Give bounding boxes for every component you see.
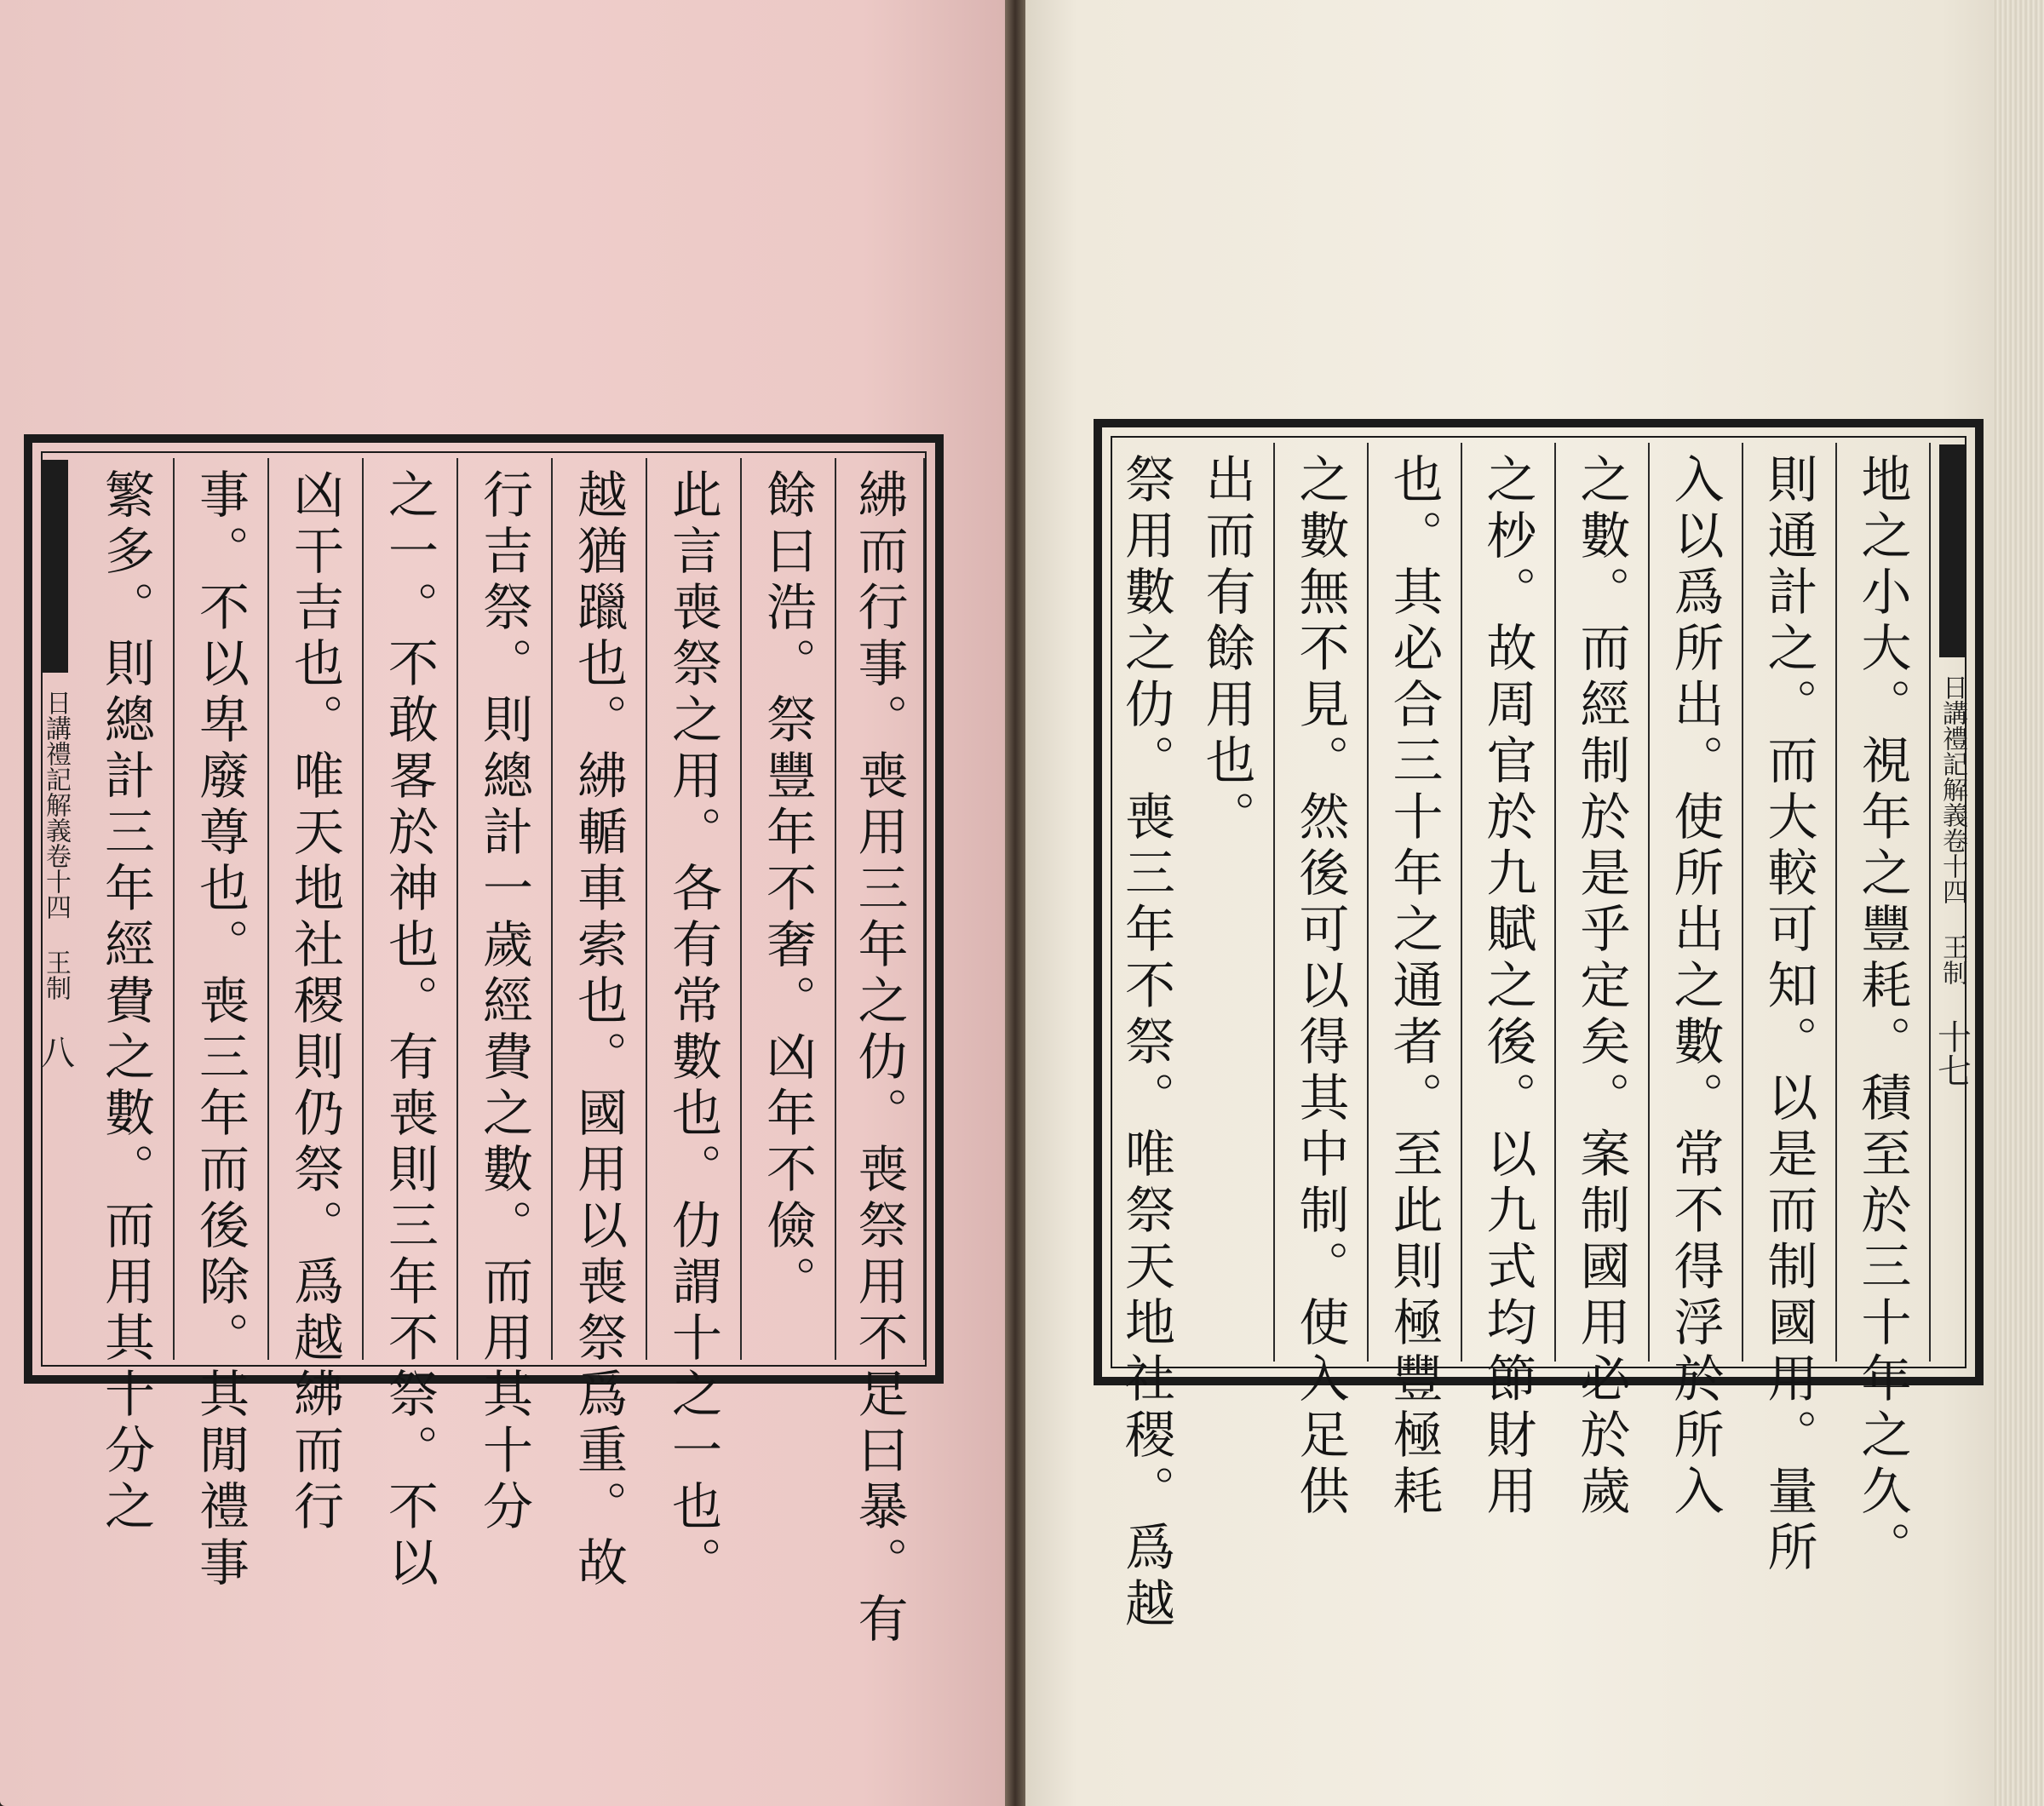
right-column-8 <box>1180 443 1275 1362</box>
left-column-1-text: 紼而行事。喪用三年之仂。喪祭用不足曰暴。有 <box>849 468 909 1648</box>
right-column-7 <box>1273 443 1369 1521</box>
left-column-8 <box>173 458 269 1592</box>
left-column-4-text: 越猶躐也。紼輴車索也。國用以喪祭爲重。故 <box>569 468 628 1592</box>
left-column-9-text: 繁多。則總計三年經費之數。而用其十分之 <box>96 468 155 1536</box>
book-gutter <box>1005 0 1025 1806</box>
page-edges <box>1993 0 2044 1806</box>
right-column-3-text: 入以爲所出。使所出之數。常不得浮於所入 <box>1665 453 1725 1521</box>
left-column-8-text: 事。不以卑廢尊也。喪三年而後除。其閒禮事 <box>191 468 250 1592</box>
left-margin-page-number: 八 <box>35 1035 75 1069</box>
right-column-6-text: 也。其必合三十年之通者。至此則極豐極耗 <box>1384 453 1444 1521</box>
right-column-2-text: 則通計之。而大較可知。以是而制國用。量所 <box>1759 453 1818 1577</box>
right-margin-page-number: 十七 <box>1932 1019 1972 1087</box>
right-column-3 <box>1648 443 1743 1521</box>
left-column-6 <box>362 458 458 1592</box>
left-text-block <box>24 434 944 1648</box>
left-column-2 <box>740 458 836 1360</box>
right-text-block <box>1094 419 1984 1633</box>
left-margin-title: 日講禮記解義卷十四 王制 <box>41 690 71 1000</box>
fish-tail-mark <box>43 460 68 673</box>
fish-tail-mark <box>1939 444 1965 657</box>
left-column-2-text: 餘曰浩。祭豐年不奢。凶年不儉。 <box>758 468 817 1311</box>
right-column-1 <box>1835 443 1931 1577</box>
right-column-9 <box>1111 443 1181 1633</box>
right-column-5-text: 之杪。故周官於九賦之後。以九式均節財用 <box>1478 453 1537 1521</box>
left-column-7 <box>267 458 364 1536</box>
right-column-8-text: 出而有餘用也。 <box>1197 453 1256 846</box>
left-column-5 <box>456 458 553 1536</box>
right-column-5 <box>1461 443 1556 1521</box>
left-column-1 <box>835 458 925 1648</box>
right-column-6 <box>1367 443 1462 1521</box>
right-column-7-text: 之數無不見。然後可以得其中制。使入足供 <box>1290 453 1350 1521</box>
left-column-7-text: 凶干吉也。唯天地社稷則仍祭。爲越紼而行 <box>285 468 344 1536</box>
right-column-4 <box>1554 443 1650 1521</box>
left-column-5-text: 行吉祭。則總計一歲經費之數。而用其十分 <box>474 468 533 1536</box>
right-column-4-text: 之數。而經制於是乎定矣。案制國用必於歲 <box>1571 453 1631 1521</box>
left-column-6-text: 之一。不敢畧於神也。有喪則三年不祭。不以 <box>380 468 439 1592</box>
left-column-3-text: 此言喪祭之用。各有常數也。仂謂十之一也。 <box>663 468 722 1592</box>
left-column-4 <box>551 458 647 1592</box>
left-column-9 <box>78 458 175 1536</box>
left-column-3 <box>646 458 742 1592</box>
left-block-heart <box>36 460 75 1358</box>
right-block-heart <box>1932 444 1972 1360</box>
right-column-9-text: 祭用數之仂。喪三年不祭。唯祭天地社稷。爲越 <box>1117 453 1175 1633</box>
right-margin-title: 日講禮記解義卷十四 王制 <box>1938 674 1967 985</box>
right-column-2 <box>1742 443 1837 1577</box>
right-column-1-text: 地之小大。視年之豐耗。積至於三十年之久。 <box>1852 453 1912 1577</box>
